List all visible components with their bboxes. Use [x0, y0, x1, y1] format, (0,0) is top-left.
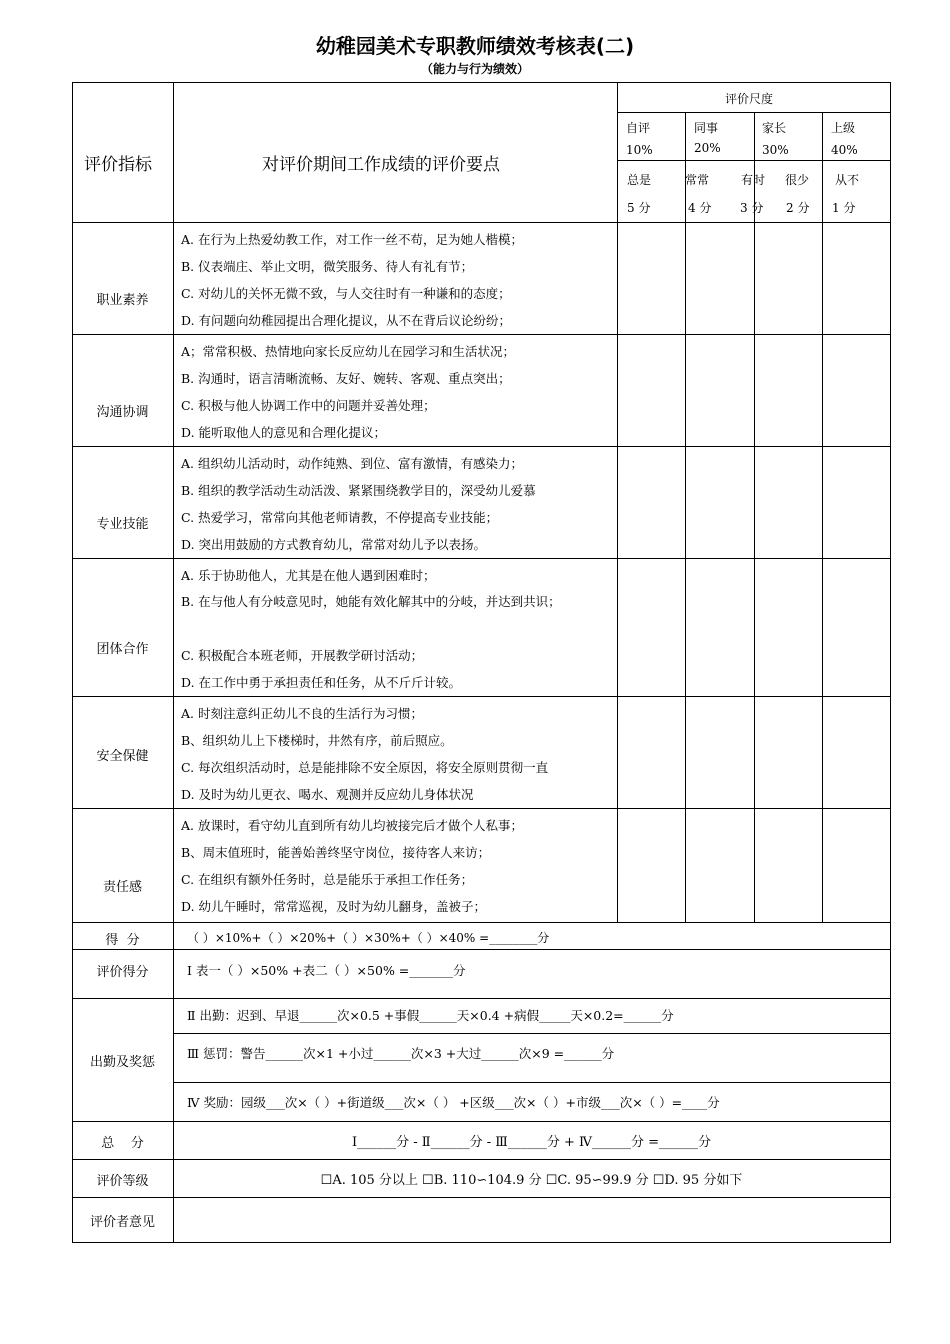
grade-row-options: ☐A. 105 分以上 ☐B. 110∽104.9 分 ☐C. 95∽99.9 分 ☐D. 95 分如下: [320, 1173, 743, 1188]
freq-rarely: 很少: [785, 173, 810, 187]
list-item: C. 积极与他人协调工作中的问题并妥善处理；: [181, 398, 436, 413]
list-item: A；常常积极、热情地向家长反应幼儿在园学习和生活状况；: [181, 344, 516, 359]
page-subtitle: （能力与行为绩效）: [420, 62, 529, 76]
table-rule: [72, 82, 891, 83]
score-row-formula: （ ）×10%+（ ）×20%+（ ）×30%+（ ）×40% =________分: [187, 931, 550, 945]
eval-row-label: 评价得分: [96, 965, 149, 980]
list-item: B、组织幼儿上下楼梯时，井然有序，前后照应。: [181, 733, 453, 748]
rater-self-weight: 10%: [626, 143, 653, 157]
list-item: C. 在组织有额外任务时，总是能乐于承担工作任务；: [181, 872, 474, 887]
section-label-skills: 专业技能: [96, 517, 149, 532]
list-item: D. 在工作中勇于承担责任和任务，从不斤斤计较。: [181, 675, 462, 690]
score-1: 1 分: [832, 201, 856, 215]
list-item: C. 热爱学习，常常向其他老师请教，不停提高专业技能；: [181, 510, 499, 525]
rater-colleague: 同事: [694, 121, 719, 135]
table-rule: [822, 112, 823, 923]
grade-row-label: 评价等级: [96, 1174, 149, 1189]
score-2: 2 分: [786, 201, 810, 215]
table-rule: [72, 949, 891, 950]
freq-often: 常常: [685, 173, 710, 187]
rater-parent: 家长: [762, 121, 787, 135]
points-header: 对评价期间工作成绩的评价要点: [262, 155, 500, 175]
attendance-line: Ⅱ 出勤：迟到、早退______次×0.5 +事假______天×0.4 +病假_____天×0.2=______分: [187, 1008, 674, 1023]
table-rule: [173, 1033, 891, 1034]
freq-sometimes: 有时: [741, 173, 766, 187]
table-rule: [72, 998, 891, 999]
list-item: D. 突出用鼓励的方式教育幼儿，常常对幼儿予以表扬。: [181, 537, 487, 552]
list-item: C. 对幼儿的关怀无微不致，与人交往时有一种谦和的态度；: [181, 286, 511, 301]
rater-self: 自评: [626, 121, 651, 135]
score-3: 3 分: [740, 201, 764, 215]
scale-header: 评价尺度: [725, 92, 774, 106]
attendance-label: 出勤及奖惩: [89, 1055, 155, 1070]
table-rule: [685, 112, 686, 923]
section-label-communication: 沟通协调: [96, 405, 149, 420]
list-item: D. 幼儿午睡时，常常巡视，及时为幼儿翻身，盖被子；: [181, 899, 487, 914]
list-item: C. 积极配合本班老师，开展教学研讨活动；: [181, 648, 424, 663]
total-row-formula: Ⅰ______分 - Ⅱ______分 - Ⅲ______分 + Ⅳ______分 =______分: [352, 1135, 711, 1150]
section-label-teamwork: 团体合作: [96, 642, 149, 657]
table-rule: [72, 808, 891, 809]
reward-line: Ⅳ 奖励：园级___次×（ ）+街道级___次×（ ） +区级___次×（ ）+市级___次×（ ）=____分: [187, 1095, 720, 1110]
table-rule: [173, 82, 174, 1243]
table-rule: [72, 922, 891, 923]
rater-superior-weight: 40%: [831, 143, 858, 157]
section-label-safety: 安全保健: [96, 749, 149, 764]
table-rule: [617, 160, 891, 161]
total-row-label: 总 分: [101, 1136, 144, 1151]
penalty-line: Ⅲ 惩罚：警告______次×1 +小过______次×3 +大过______次×9 =______分: [187, 1046, 615, 1061]
list-item: A. 时刻注意纠正幼儿不良的生活行为习惯；: [181, 706, 423, 721]
table-rule: [617, 82, 618, 923]
table-rule: [72, 558, 891, 559]
section-label-professionalism: 职业素养: [96, 293, 149, 308]
comment-row-label: 评价者意见: [89, 1215, 155, 1230]
score-4: 4 分: [688, 201, 712, 215]
freq-always: 总是: [627, 173, 652, 187]
list-item: A. 组织幼儿活动时，动作纯熟、到位、富有激情，有感染力；: [181, 456, 523, 471]
list-item: A. 在行为上热爱幼教工作，对工作一丝不苟，足为她人楷模；: [181, 232, 523, 247]
table-rule: [72, 1121, 891, 1122]
eval-row-formula: Ⅰ 表一（ ）×50% +表二（ ）×50% =_______分: [187, 963, 466, 978]
list-item: B. 在与他人有分岐意见时，她能有效化解其中的分岐，并达到共识；: [181, 594, 561, 609]
table-rule: [173, 1082, 891, 1083]
table-rule: [72, 334, 891, 335]
list-item: B. 组织的教学活动生动活泼、紧紧围绕教学目的，深受幼儿爱慕: [181, 483, 536, 498]
table-rule: [617, 112, 891, 113]
list-item: D. 有问题向幼稚园提出合理化提议，从不在背后议论纷纷；: [181, 313, 512, 328]
list-item: B. 仪表端庄、举止文明，微笑服务、待人有礼有节；: [181, 259, 474, 274]
freq-never: 从不: [835, 173, 860, 187]
list-item: A. 放课时，看守幼儿直到所有幼儿均被接完后才做个人私事；: [181, 818, 523, 833]
table-rule: [72, 1242, 891, 1243]
table-rule: [72, 1159, 891, 1160]
list-item: B. 沟通时，语言清晰流畅、友好、婉转、客观、重点突出；: [181, 371, 511, 386]
table-rule: [72, 446, 891, 447]
score-5: 5 分: [627, 201, 651, 215]
list-item: D. 能听取他人的意见和合理化提议；: [181, 425, 387, 440]
table-rule: [72, 222, 891, 223]
list-item: D. 及时为幼儿更衣、喝水、观测并反应幼儿身体状况: [181, 787, 474, 802]
section-label-responsibility: 责任感: [102, 880, 142, 895]
table-rule: [72, 1197, 891, 1198]
table-rule: [72, 696, 891, 697]
page-title: 幼稚园美术专职教师绩效考核表(二): [315, 34, 635, 58]
table-rule: [890, 82, 891, 1243]
table-rule: [754, 112, 755, 923]
list-item: C. 每次组织活动时，总是能排除不安全原因，将安全原则贯彻一直: [181, 760, 549, 775]
list-item: B、周末值班时，能善始善终坚守岗位，接待客人来访；: [181, 845, 491, 860]
indicator-header: 评价指标: [84, 155, 152, 175]
rater-superior: 上级: [831, 121, 856, 135]
rater-parent-weight: 30%: [762, 143, 789, 157]
score-row-label: 得 分: [105, 933, 140, 948]
list-item: A. 乐于协助他人，尤其是在他人遇到困难时；: [181, 568, 436, 583]
rater-colleague-weight: 20%: [694, 141, 721, 155]
